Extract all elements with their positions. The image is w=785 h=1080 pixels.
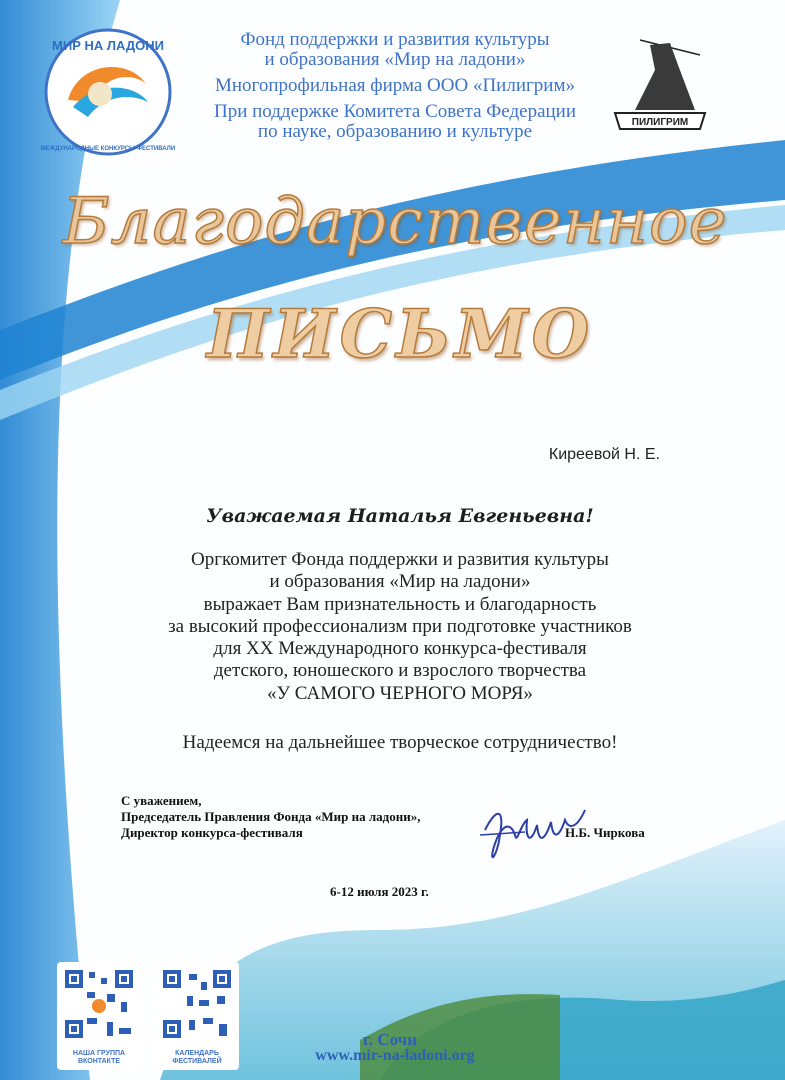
header-line-2: и образования «Мир на ладони» — [264, 49, 526, 70]
body-line: детского, юношеского и взрослого творчества — [213, 660, 587, 682]
qr-caption: НАША ГРУППА ВКОНТАКТЕ — [72, 1050, 126, 1065]
body-line: Оргкомитет Фонда поддержки и развития культуры — [191, 549, 609, 570]
header-line-1: Фонд поддержки и развития культуры — [240, 29, 550, 50]
header-line-5: по науке, образованию и культуре — [257, 121, 533, 142]
signature-line-2: Председатель Правления Фонда «Мир на ладони», — [121, 809, 421, 824]
letter-body — [110, 549, 690, 705]
signature-block — [121, 793, 521, 841]
svg-text:МИР НА ЛАДОНИ: МИР НА ЛАДОНИ — [52, 38, 164, 53]
addressee: Киреевой Н. Е. — [548, 446, 660, 463]
header-line-3: Многопрофильная фирма ООО «Пилигрим» — [215, 75, 575, 96]
qr-code-calendar[interactable] — [155, 962, 239, 1070]
organization-header — [180, 30, 610, 142]
body-line: и образования «Мир на ладони» — [269, 571, 531, 593]
piligrim-logo — [610, 25, 710, 135]
qr-pattern-icon — [57, 962, 141, 1046]
mir-na-ladoni-logo — [38, 22, 178, 162]
body-line: для XX Международного конкурса-фестиваля — [213, 638, 587, 660]
footer-city: г. Сочи — [362, 1030, 418, 1049]
header-line-4: При поддержке Комитета Совета Федерации — [213, 101, 577, 122]
signature-line-1: С уважением, — [121, 793, 202, 808]
title-line-1: Благодарственное — [62, 185, 728, 259]
footer-website-link[interactable]: www.mir-na-ladoni.org — [315, 1047, 475, 1064]
qr-caption: КАЛЕНДАРЬ ФЕСТИВАЛЕЙ — [172, 1050, 222, 1065]
body-line: «У САМОГО ЧЕРНОГО МОРЯ» — [267, 682, 533, 704]
qr-pattern-icon — [155, 962, 239, 1046]
svg-text:МЕЖДУНАРОДНЫЕ КОНКУРСЫ-ФЕСТИВА: МЕЖДУНАРОДНЫЕ КОНКУРСЫ-ФЕСТИВАЛИ — [40, 146, 176, 152]
svg-text:ПИЛИГРИМ: ПИЛИГРИМ — [631, 117, 689, 128]
signer-name: Н.Б. Чиркова — [565, 825, 645, 840]
signature-line-3: Директор конкурса-фестиваля — [121, 825, 303, 840]
salutation: Уважаемая Наталья Евгеньевна! — [206, 505, 594, 527]
body-line: выражает Вам признательность и благодарность — [203, 593, 597, 615]
closing-line: Надеемся на дальнейшее творческое сотрудничество! — [182, 732, 618, 753]
qr-code-vkontakte[interactable] — [57, 962, 141, 1070]
title-line-2: ПИСЬМО — [206, 295, 594, 373]
body-line: за высокий профессионализм при подготовке участников — [168, 615, 632, 637]
event-date: 6-12 июля 2023 г. — [330, 884, 429, 899]
